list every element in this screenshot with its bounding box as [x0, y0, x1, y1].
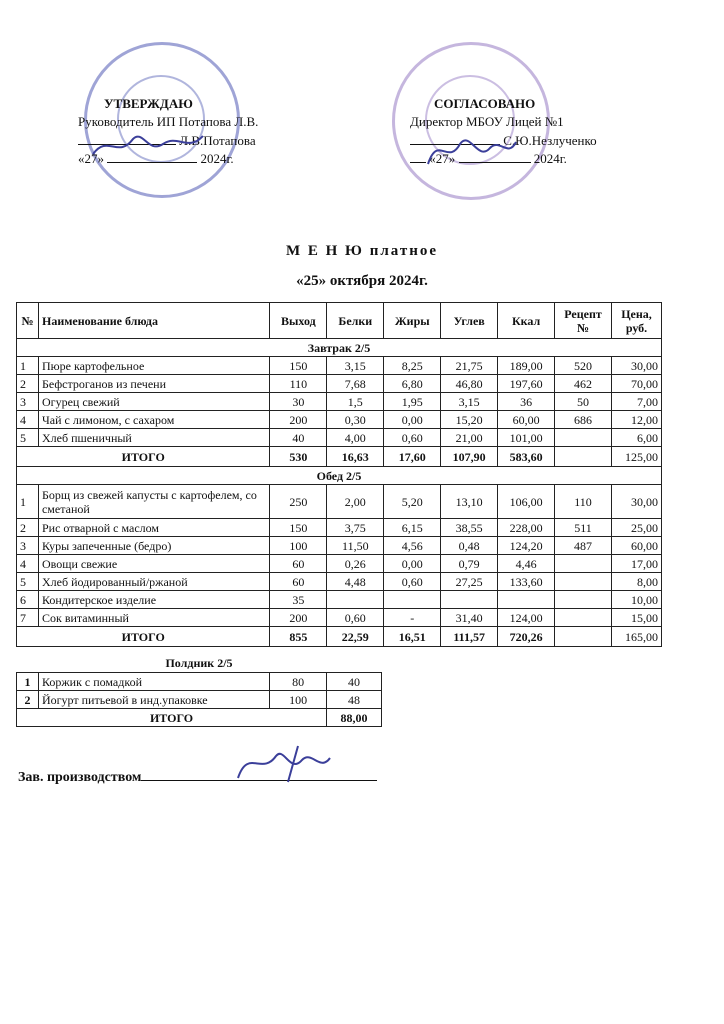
table-cell: 189,00 [498, 357, 555, 375]
table-cell: 0,60 [384, 573, 441, 591]
table-cell: 1,95 [384, 393, 441, 411]
table-cell: 4,56 [384, 537, 441, 555]
table-cell: 5 [17, 573, 39, 591]
approve-date: «27» [78, 151, 104, 166]
table-cell: 133,60 [498, 573, 555, 591]
section-row [17, 467, 662, 485]
table-cell [441, 591, 498, 609]
total-cell: 530 [270, 447, 327, 467]
table-cell: 0,30 [327, 411, 384, 429]
table-cell: 686 [555, 411, 612, 429]
table-row [17, 485, 662, 519]
table-cell: 4 [17, 411, 39, 429]
table-cell: 4,00 [327, 429, 384, 447]
table-cell: 487 [555, 537, 612, 555]
table-cell: 100 [270, 691, 327, 709]
dish-name-cell: Кондитерское изделие [38, 591, 269, 609]
table-cell: 7,00 [611, 393, 661, 411]
footer-label: Зав. производством [18, 770, 142, 785]
table-cell: 60,00 [611, 537, 661, 555]
table-row [17, 519, 662, 537]
total-cell: 583,60 [498, 447, 555, 467]
table-cell: 462 [555, 375, 612, 393]
table-cell: 5 [17, 429, 39, 447]
agree-line2: С.Ю.Незлученко [503, 133, 597, 148]
col-header: Наименование блюда [38, 303, 269, 339]
total-cell: 125,00 [611, 447, 661, 467]
approve-line1: Руководитель ИП Потапова Л.В. [78, 114, 259, 129]
table-cell: 3,75 [327, 519, 384, 537]
total-cell: 16,63 [327, 447, 384, 467]
table-cell: 38,55 [441, 519, 498, 537]
total-cell: 88,00 [327, 709, 382, 727]
table-row [17, 609, 662, 627]
table-row [17, 537, 662, 555]
table-row [17, 429, 662, 447]
table-cell: 31,40 [441, 609, 498, 627]
section-row [17, 339, 662, 357]
section-title: Обед 2/5 [17, 467, 662, 485]
table-cell: 124,00 [498, 609, 555, 627]
dish-name-cell: Рис отварной с маслом [38, 519, 269, 537]
table-row [17, 357, 662, 375]
table-cell: 10,00 [611, 591, 661, 609]
table-cell: 6,80 [384, 375, 441, 393]
total-label: ИТОГО [17, 709, 327, 727]
table-cell: 4 [17, 555, 39, 573]
table-cell: 70,00 [611, 375, 661, 393]
total-cell: 17,60 [384, 447, 441, 467]
table-cell: 50 [555, 393, 612, 411]
table-cell [384, 591, 441, 609]
agree-line1: Директор МБОУ Лицей №1 [410, 114, 564, 129]
table-cell: 8,00 [611, 573, 661, 591]
table-header-row [17, 303, 662, 339]
dish-name-cell: Овощи свежие [38, 555, 269, 573]
table-row [17, 375, 662, 393]
table-cell: 0,48 [441, 537, 498, 555]
table-cell: 1 [17, 357, 39, 375]
table-cell: 0,60 [327, 609, 384, 627]
total-cell: 855 [270, 627, 327, 647]
table-cell: 0,00 [384, 411, 441, 429]
table-cell: 200 [270, 411, 327, 429]
table-cell: 101,00 [498, 429, 555, 447]
table-cell: 30,00 [611, 357, 661, 375]
total-row [17, 627, 662, 647]
table-row [17, 393, 662, 411]
dish-name-cell: Куры запеченные (бедро) [38, 537, 269, 555]
table-cell [555, 429, 612, 447]
table-cell: 11,50 [327, 537, 384, 555]
col-header: Белки [327, 303, 384, 339]
table-cell: 124,20 [498, 537, 555, 555]
table-cell [555, 591, 612, 609]
col-header: Жиры [384, 303, 441, 339]
dish-name-cell: Бефстроганов из печени [38, 375, 269, 393]
col-header: Углев [441, 303, 498, 339]
signature-footer [228, 738, 348, 792]
table-cell: 511 [555, 519, 612, 537]
dish-name-cell: Йогурт питьевой в инд.упаковке [38, 691, 269, 709]
table-cell: 4,48 [327, 573, 384, 591]
table-cell: 150 [270, 357, 327, 375]
section-title: Завтрак 2/5 [17, 339, 662, 357]
table-cell: 110 [270, 375, 327, 393]
table-cell: 35 [270, 591, 327, 609]
table-cell: 40 [270, 429, 327, 447]
dish-name-cell: Пюре картофельное [38, 357, 269, 375]
dish-name-cell: Огурец свежий [38, 393, 269, 411]
table-cell: 7,68 [327, 375, 384, 393]
dish-name-cell: Хлеб йодированный/ржаной [38, 573, 269, 591]
total-cell: 165,00 [611, 627, 661, 647]
total-cell: 22,59 [327, 627, 384, 647]
table-row [17, 673, 382, 691]
table-cell: 60 [270, 555, 327, 573]
table-cell: - [384, 609, 441, 627]
total-label: ИТОГО [17, 627, 270, 647]
total-row [17, 709, 382, 727]
dish-name-cell: Сок витаминный [38, 609, 269, 627]
table-cell: 30 [270, 393, 327, 411]
total-row [17, 447, 662, 467]
signature-right [420, 128, 520, 172]
col-header: Рецепт № [555, 303, 612, 339]
table-cell [555, 573, 612, 591]
table-row [17, 573, 662, 591]
approve-title: УТВЕРЖДАЮ [104, 96, 193, 111]
signature-left [88, 124, 208, 164]
total-cell: 720,26 [498, 627, 555, 647]
table-cell [555, 609, 612, 627]
table-cell: 6,15 [384, 519, 441, 537]
table-cell: 6,00 [611, 429, 661, 447]
table-cell: 6 [17, 591, 39, 609]
table-cell: 0,79 [441, 555, 498, 573]
table-cell: 15,00 [611, 609, 661, 627]
table-row [17, 691, 382, 709]
snack-table [16, 672, 382, 727]
table-cell: 7 [17, 609, 39, 627]
table-cell: 60,00 [498, 411, 555, 429]
table-cell: 40 [327, 673, 382, 691]
total-cell: 16,51 [384, 627, 441, 647]
total-cell: 111,57 [441, 627, 498, 647]
approve-year: 2024г. [200, 151, 234, 166]
table-row [17, 555, 662, 573]
table-cell: 100 [270, 537, 327, 555]
table-cell: 46,80 [441, 375, 498, 393]
table-cell [555, 555, 612, 573]
table-row [17, 411, 662, 429]
table-cell: 3 [17, 393, 39, 411]
table-cell: 21,75 [441, 357, 498, 375]
agree-year: 2024г. [533, 151, 567, 166]
menu-title: М Е Н Ю платное [285, 243, 439, 259]
col-header: Ккал [498, 303, 555, 339]
total-cell: 107,90 [441, 447, 498, 467]
table-cell: 13,10 [441, 485, 498, 519]
table-cell: 2 [17, 375, 39, 393]
table-cell: 520 [555, 357, 612, 375]
table-cell: 0,26 [327, 555, 384, 573]
table-cell: 48 [327, 691, 382, 709]
table-cell [327, 591, 384, 609]
table-cell: 110 [555, 485, 612, 519]
table-cell: 3,15 [441, 393, 498, 411]
menu-table [16, 302, 662, 647]
table-cell: 0,00 [384, 555, 441, 573]
table-cell: 2,00 [327, 485, 384, 519]
table-cell: 25,00 [611, 519, 661, 537]
table-cell: 8,25 [384, 357, 441, 375]
snack-title: Полдник 2/5 [165, 656, 233, 670]
table-cell: 4,46 [498, 555, 555, 573]
total-label: ИТОГО [17, 447, 270, 467]
col-header: Цена, руб. [611, 303, 661, 339]
table-cell: 2 [17, 691, 39, 709]
col-header: № [17, 303, 39, 339]
table-cell: 27,25 [441, 573, 498, 591]
agree-title: СОГЛАСОВАНО [434, 96, 536, 111]
approve-line2: Л.В.Потапова [179, 133, 256, 148]
table-cell: 3,15 [327, 357, 384, 375]
table-cell: 60 [270, 573, 327, 591]
table-cell: 3 [17, 537, 39, 555]
table-cell: 106,00 [498, 485, 555, 519]
dish-name-cell: Борщ из свежей капусты с картофелем, со сметаной [38, 485, 269, 519]
table-cell: 80 [270, 673, 327, 691]
table-cell [498, 591, 555, 609]
dish-name-cell: Чай с лимоном, с сахаром [38, 411, 269, 429]
col-header: Выход [270, 303, 327, 339]
table-cell: 17,00 [611, 555, 661, 573]
table-cell: 1 [17, 673, 39, 691]
table-cell: 197,60 [498, 375, 555, 393]
table-cell: 200 [270, 609, 327, 627]
table-cell: 36 [498, 393, 555, 411]
table-cell: 0,60 [384, 429, 441, 447]
table-cell: 30,00 [611, 485, 661, 519]
table-cell: 12,00 [611, 411, 661, 429]
total-cell [555, 447, 612, 467]
table-cell: 15,20 [441, 411, 498, 429]
menu-date: «25» октября 2024г. [296, 273, 428, 289]
dish-name-cell: Хлеб пшеничный [38, 429, 269, 447]
table-cell: 21,00 [441, 429, 498, 447]
table-cell: 2 [17, 519, 39, 537]
table-cell: 228,00 [498, 519, 555, 537]
table-cell: 150 [270, 519, 327, 537]
total-cell [555, 627, 612, 647]
agree-date: «27» [429, 151, 456, 166]
table-cell: 1,5 [327, 393, 384, 411]
table-cell: 5,20 [384, 485, 441, 519]
dish-name-cell: Коржик с помадкой [38, 673, 269, 691]
table-row [17, 591, 662, 609]
table-cell: 1 [17, 485, 39, 519]
table-cell: 250 [270, 485, 327, 519]
